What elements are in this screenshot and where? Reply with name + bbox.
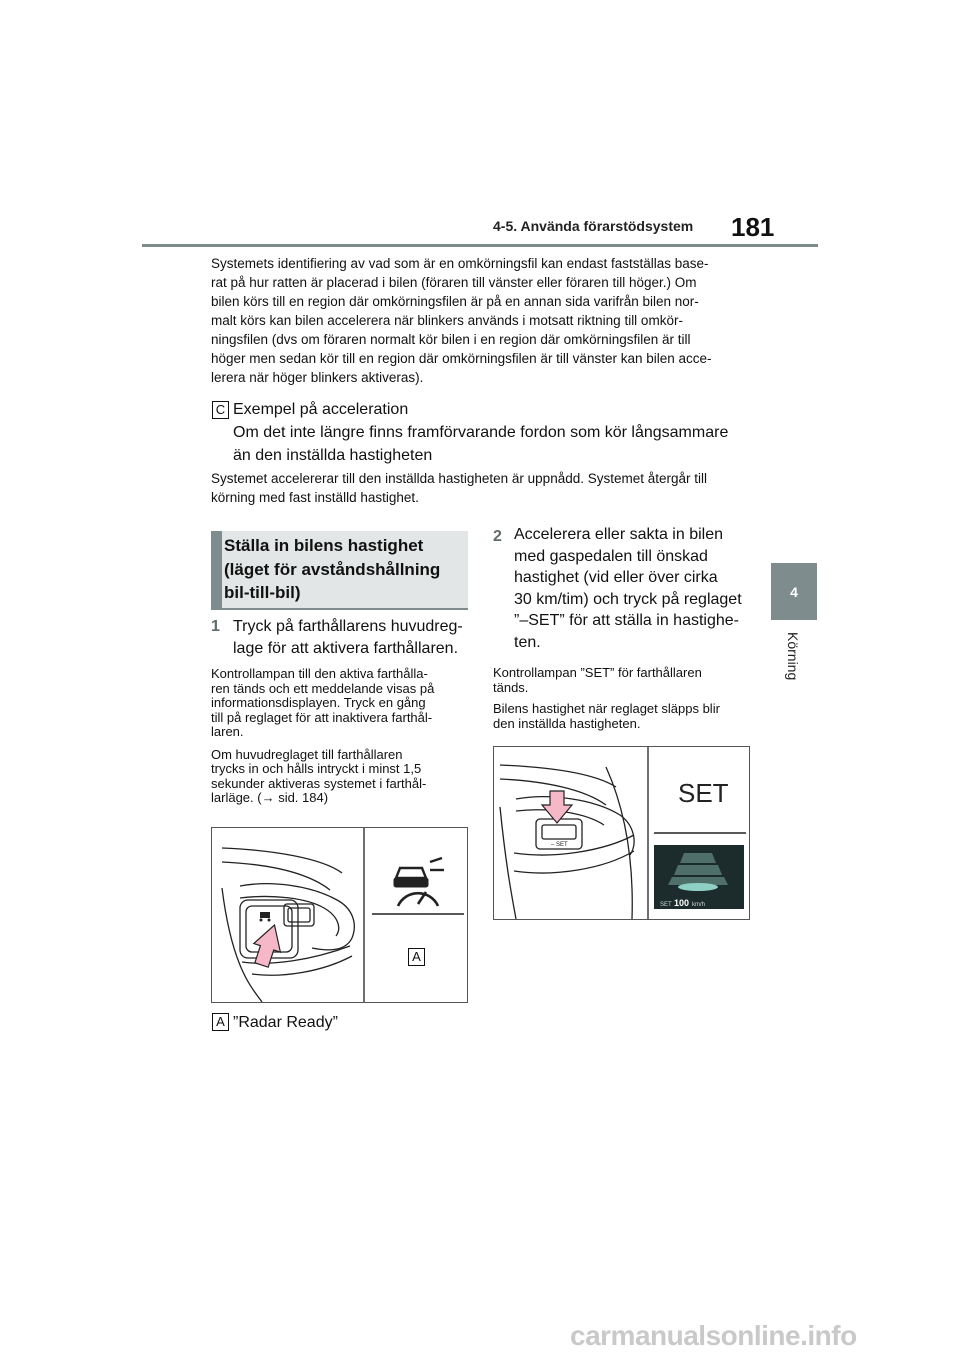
step-line: 30 km/tim) och tryck på reglaget [514,590,742,608]
figure-cruise-main-switch [211,827,468,1003]
note-line: sekunder aktiveras systemet i farthål- [211,775,427,791]
step-2-text [514,524,754,653]
arrow-down-icon [542,791,572,823]
steering-switch-illustration [212,828,467,1002]
label-c-box: C [212,401,229,419]
step-2-number: 2 [493,528,502,545]
section-title: 4-5. Använda förarstödsystem [493,218,694,234]
accel-line: Systemet accelererar till den inställda hastigheten är uppnådd. Systemet återgår till [211,471,708,486]
section-rule [211,608,468,610]
step-line: Accelerera eller sakta in bilen [514,526,723,543]
step-line: hastighet (vid eller över cirka [514,569,718,586]
example-description [233,421,753,467]
step-line: ”–SET” för att ställa in hastighe- [514,612,739,629]
switch-set-label: – SET [551,842,568,848]
figure-set-switch [493,746,750,920]
set-indicator: SET [678,778,729,808]
step-1-notes [211,667,469,814]
note-line: trycks in och hålls intryckt i minst 1,5 [211,761,422,776]
note-line: informationsdisplayen. Tryck en gång [211,695,426,710]
chapter-tab [771,563,817,620]
radar-ready-caption: ”Radar Ready” [233,1014,338,1031]
step-2-notes [493,666,751,738]
header-rule [142,244,818,247]
watermark: carmanualsonline.info [570,1320,857,1351]
note-line: Kontrollampan ”SET” för farthållaren [493,665,702,680]
chapter-label: Körning [785,632,801,681]
step-line: lage för att aktivera farthållaren. [233,639,459,657]
note-line: tänds. [493,679,529,695]
step-2-note-1 [493,666,751,695]
note-line: ren tänds och ett meddelande visas på [211,680,435,696]
intro-line: lerera när höger blinkers aktiveras). [211,370,424,385]
step-1-text [233,616,473,659]
cruise-button-icon [260,912,271,922]
accel-line: körning med fast inställd hastighet. [211,490,419,505]
note-line: Om huvudreglaget till farthållaren [211,746,403,762]
page-reference-link[interactable]: larläge. (→ sid. 184) [211,790,329,805]
intro-line: ningsfilen (dvs om föraren normalt kör bilen i en region där omkörningsfilen är till [211,332,691,347]
intro-line: malt körs kan bilen accelerera när blinkers används i motsatt riktning till omkör- [211,313,683,328]
intro-line: höger men sedan kör till en region där omkörningsfilen är till vänster kan bilen acce- [211,351,712,366]
step-2-note-2 [493,702,751,731]
step-line: med gaspedalen till önskad [514,547,708,565]
intro-line: rat på hur ratten är placerad i bilen (föraren till vänster eller föraren till höger.) Om [211,275,697,290]
example-desc-line: Om det inte längre finns framförvarande fordon som kör långsammare [233,424,729,441]
page-number: 181 [731,212,775,242]
note-line: den inställda hastigheten. [493,715,641,731]
set-switch-illustration [494,747,749,919]
label-a-box-figure: A [408,948,425,966]
note-line: laren. [211,724,244,739]
example-title: Exempel på acceleration [233,401,409,418]
speed-unit: km/h [692,902,706,908]
chapter-number: 4 [790,583,798,600]
speed-prefix: SET [660,902,672,908]
label-a-box: A [212,1013,229,1031]
step-line: ten. [514,633,541,651]
example-desc-line: än den inställda hastigheten [233,447,433,464]
step-1-note-2 [211,748,469,806]
own-car-icon [678,883,718,891]
heading-line: (läget för avståndshållning [224,559,441,579]
intro-paragraph [211,254,751,387]
heading-line: Ställa in bilens hastighet [224,536,424,555]
note-line: Bilens hastighet när reglaget släpps blir [493,701,720,716]
note-line: Kontrollampan till den aktiva farthålla- [211,666,428,681]
radar-cruise-indicator-icon [394,858,444,906]
chapter-label-wrap [781,632,807,692]
step-1-note-1 [211,667,469,740]
step-1-number: 1 [211,618,220,635]
heading-line: bil-till-bil) [224,583,301,602]
intro-line: bilen körs till en region där omkörningsfilen är på en annan sida varifrån bilen nor- [211,294,699,309]
intro-line: Systemets identifiering av vad som är en omkörningsfil kan endast fastställas base- [211,256,709,271]
step-line: Tryck på farthållarens huvudreg- [233,618,463,635]
acceleration-note [211,469,751,507]
section-heading [211,531,468,608]
speed-value: 100 [674,898,690,908]
note-line: till på reglaget för att inaktivera farthål- [211,709,433,725]
